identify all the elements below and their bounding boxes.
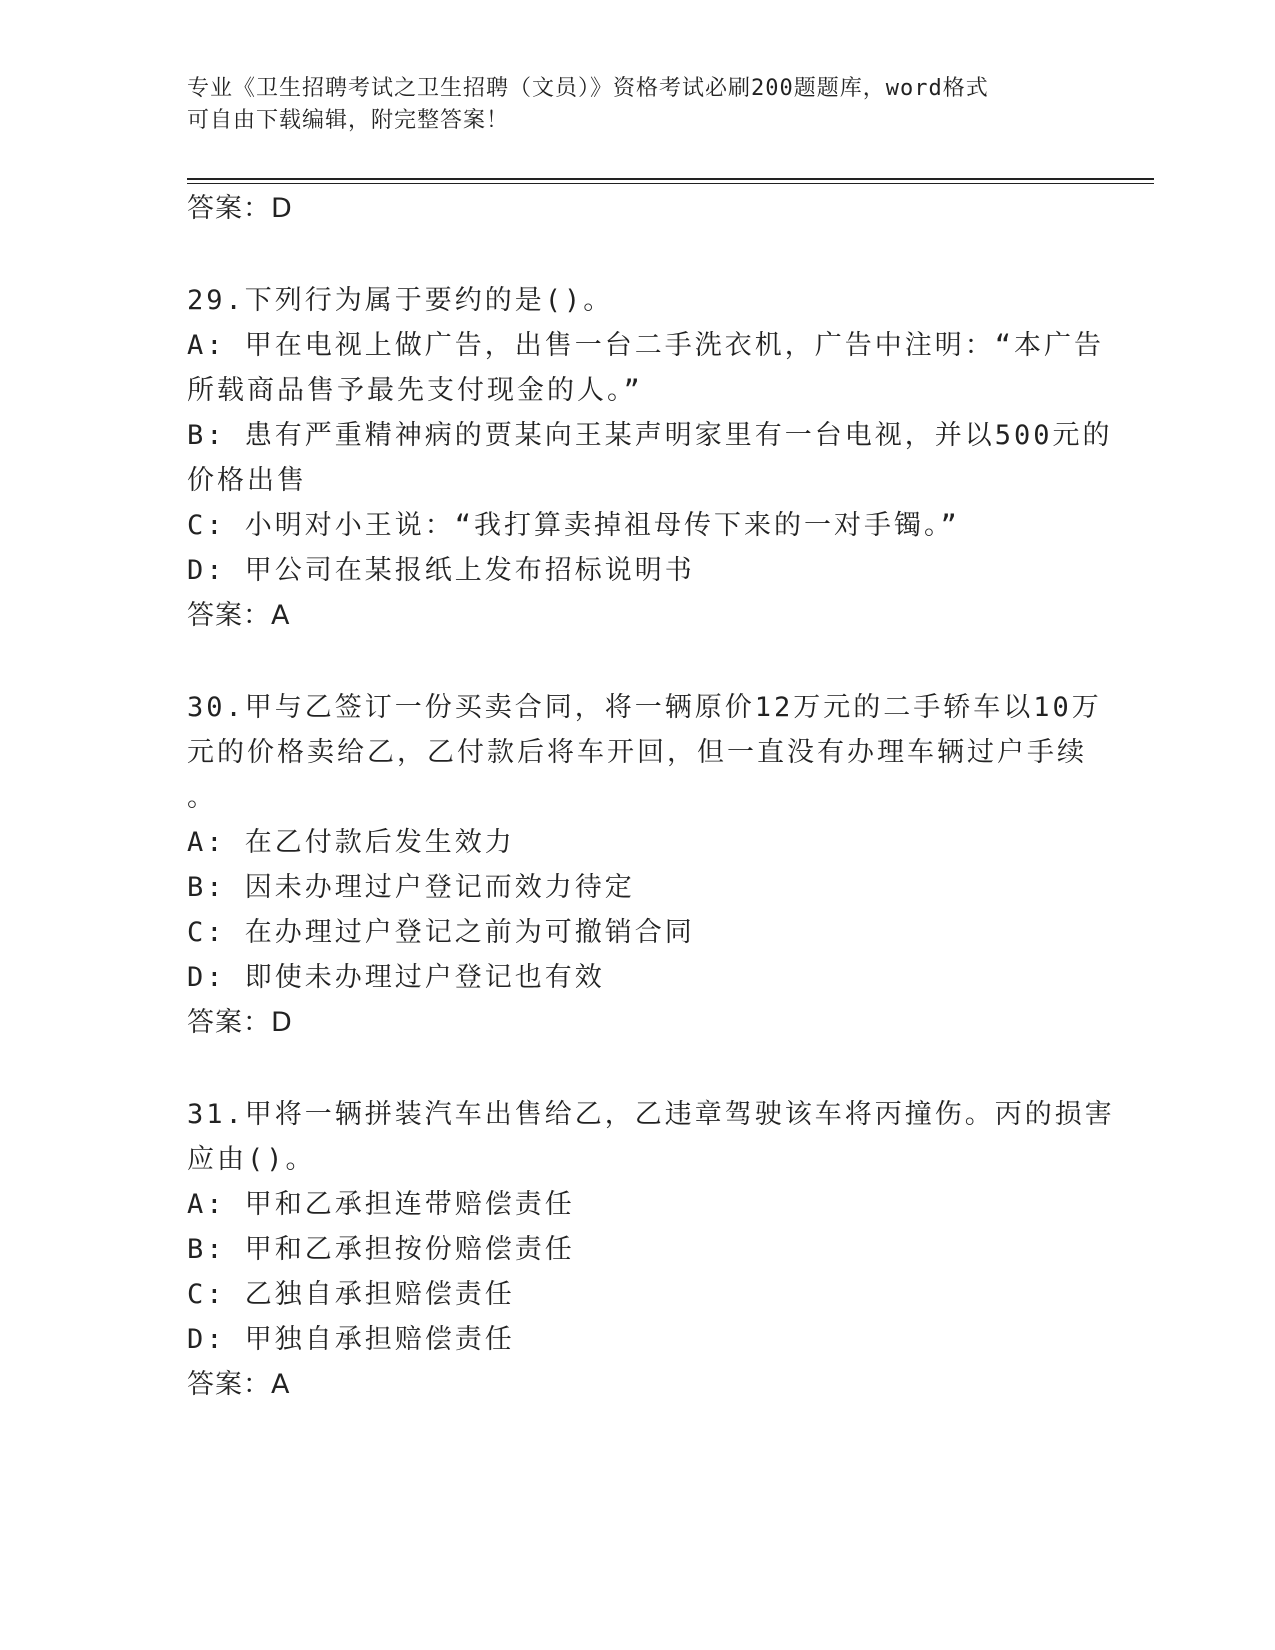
option-a: A: 甲和乙承担连带赔偿责任 [187,1189,575,1220]
question-30 [187,685,1102,1045]
header-divider [187,178,1154,180]
option-a: A: 在乙付款后发生效力 [187,827,515,858]
question-stem: 30.甲与乙签订一份买卖合同，将一辆原价12万元的二手轿车以10万 [187,692,1102,723]
option-d: D: 甲独自承担赔偿责任 [187,1324,515,1355]
document-body [187,186,1115,1407]
answer-line: 答案：D [187,193,293,224]
option-b: B: 甲和乙承担按份赔偿责任 [187,1234,575,1265]
question-stem-cont: 应由()。 [187,1144,316,1175]
option-d: D: 即使未办理过户登记也有效 [187,962,605,993]
question-31 [187,1092,1115,1407]
question-stem-cont: 。 [187,782,217,813]
option-c: C: 在办理过户登记之前为可撤销合同 [187,917,695,948]
option-a-cont: 所载商品售予最先支付现金的人。” [187,375,643,406]
header-divider-thin [187,183,1154,184]
option-b: B: 患有严重精神病的贾某向王某声明家里有一台电视，并以500元的 [187,420,1113,451]
question-stem: 31.甲将一辆拼装汽车出售给乙，乙违章驾驶该车将丙撞伤。丙的损害 [187,1099,1115,1130]
header-line: 可自由下载编辑，附完整答案！ [187,108,510,133]
header-line: 专业《卫生招聘考试之卫生招聘（文员）》资格考试必刷200题题库，word格式 [187,76,989,101]
document-header [187,73,1067,137]
answer-line: 答案：A [187,1369,291,1400]
answer-line: 答案：D [187,1007,293,1038]
question-stem: 29.下列行为属于要约的是()。 [187,285,614,316]
question-stem-cont: 元的价格卖给乙，乙付款后将车开回，但一直没有办理车辆过户手续 [187,737,1087,768]
question-29 [187,278,1113,638]
option-d: D: 甲公司在某报纸上发布招标说明书 [187,555,695,586]
option-c: C: 乙独自承担赔偿责任 [187,1279,515,1310]
answer-line: 答案：A [187,600,291,631]
option-b: B: 因未办理过户登记而效力待定 [187,872,635,903]
option-c: C: 小明对小王说：“我打算卖掉祖母传下来的一对手镯。” [187,510,960,541]
option-b-cont: 价格出售 [187,465,307,496]
option-a: A: 甲在电视上做广告，出售一台二手洗衣机，广告中注明：“本广告 [187,330,1105,361]
